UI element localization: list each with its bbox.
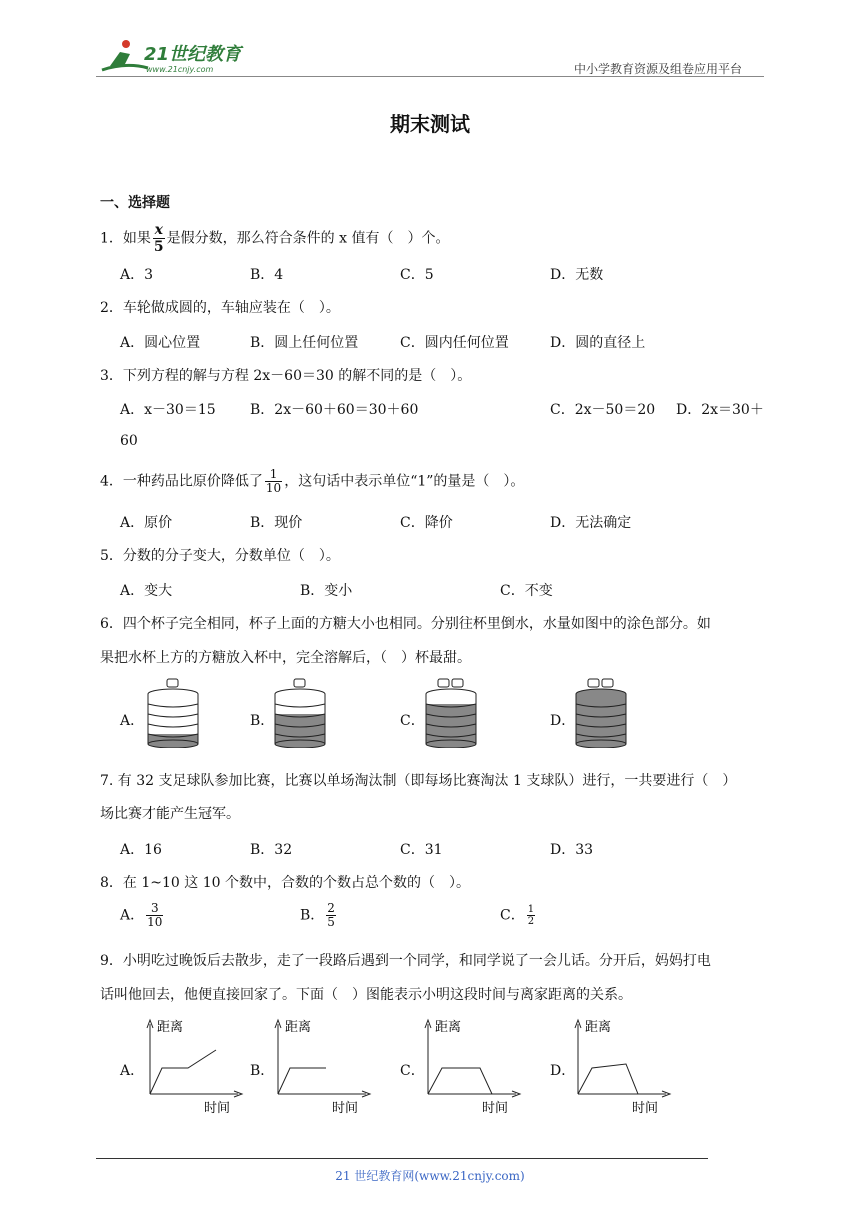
- cup-c-image: [423, 678, 479, 748]
- q1-option-c[interactable]: C．5: [400, 267, 434, 283]
- svg-text:距离: 距离: [435, 1020, 462, 1035]
- question-6-line2: 果把水杯上方的方糖放入杯中，完全溶解后，（ ）杯最甜。: [100, 650, 471, 666]
- question-6-line1: 6．四个杯子完全相同，杯子上面的方糖大小也相同。分别往杯里倒水，水量如图中的涂色部分。如: [100, 616, 711, 632]
- fraction-1-over-10: $\frac{1}{10}$: [265, 467, 282, 495]
- svg-text:时间: 时间: [482, 1101, 509, 1116]
- question-1: 1．如果 $\frac{x}{5}$ 是假分数，那么符合条件的 x 值有（ ）个。: [100, 222, 450, 255]
- svg-text:时间: 时间: [632, 1101, 659, 1116]
- question-9-line1: 9．小明吃过晚饭后去散步，走了一段路后遇到一个同学，和同学说了一会儿话。分开后，妈妈打电: [100, 953, 711, 969]
- q5-option-a[interactable]: A．变大: [120, 583, 173, 599]
- q8-option-a[interactable]: A． $\frac{3}{10}$: [120, 901, 163, 929]
- q4-option-a[interactable]: A．原价: [120, 515, 173, 531]
- graph-d: [568, 1016, 678, 1116]
- question-7-line1: 7. 有 32 支足球队参加比赛，比赛以单场淘汰制（即每场比赛淘汰 1 支球队）进行，一共要进行（ ）: [100, 773, 737, 789]
- q7-option-d[interactable]: D．33: [550, 842, 594, 858]
- q1-option-a[interactable]: A．3: [120, 267, 154, 283]
- question-7-line2: 场比赛才能产生冠军。: [100, 806, 240, 822]
- svg-text:时间: 时间: [204, 1101, 231, 1116]
- q7-option-c[interactable]: C．31: [400, 842, 443, 858]
- question-8: 8．在 1~10 这 10 个数中，合数的个数占总个数的（ ）。: [100, 875, 470, 891]
- q8-option-b[interactable]: B． $\frac{2}{5}$: [300, 901, 335, 929]
- q5-option-b[interactable]: B．变小: [300, 583, 353, 599]
- cup-a-image: [145, 678, 201, 748]
- q1-option-d[interactable]: D．无数: [550, 267, 604, 283]
- q9-option-d[interactable]: D．: [550, 1063, 576, 1079]
- q3-option-d[interactable]: D．2x＝30＋: [676, 402, 764, 418]
- graph-a: [140, 1016, 250, 1116]
- q2-option-b[interactable]: B．圆上任何位置: [250, 335, 359, 351]
- q3-option-d-cont: 60: [120, 433, 138, 449]
- q3-option-a[interactable]: A．x－30＝15: [120, 402, 216, 418]
- svg-text:时间: 时间: [332, 1101, 359, 1116]
- question-5: 5．分数的分子变大，分数单位（ ）。: [100, 548, 340, 564]
- q7-option-a[interactable]: A．16: [120, 842, 162, 858]
- question-4: 4．一种药品比原价降低了 $\frac{1}{10}$ ，这句话中表示单位“1”的量是（ ）。: [100, 467, 525, 495]
- question-3: 3．下列方程的解与方程 2x－60＝30 的解不同的是（ ）。: [100, 368, 472, 384]
- q4-option-c[interactable]: C．降价: [400, 515, 453, 531]
- q6-option-b[interactable]: B．: [250, 713, 275, 729]
- q4-option-b[interactable]: B．现价: [250, 515, 303, 531]
- svg-text:www.21cnjy.com: www.21cnjy.com: [146, 65, 214, 74]
- section-heading: 一、选择题: [100, 195, 170, 211]
- svg-text:21世纪教育: 21世纪教育: [144, 44, 242, 65]
- svg-text:距离: 距离: [285, 1020, 312, 1035]
- site-logo: [96, 36, 266, 76]
- svg-text:距离: 距离: [585, 1020, 612, 1035]
- q9-option-a[interactable]: A．: [120, 1063, 145, 1079]
- q9-option-c[interactable]: C．: [400, 1063, 425, 1079]
- q4-option-d[interactable]: D．无法确定: [550, 515, 632, 531]
- q1-option-b[interactable]: B．4: [250, 267, 284, 283]
- q3-option-c[interactable]: C．2x－50＝20: [550, 402, 656, 418]
- graph-b: [268, 1016, 378, 1116]
- cup-b-image: [272, 678, 328, 748]
- q6-option-c[interactable]: C．: [400, 713, 425, 729]
- question-2: 2．车轮做成圆的，车轴应装在（ ）。: [100, 300, 340, 316]
- q2-option-d[interactable]: D．圆的直径上: [550, 335, 646, 351]
- q6-option-a[interactable]: A．: [120, 713, 145, 729]
- q2-option-c[interactable]: C．圆内任何位置: [400, 335, 509, 351]
- page-title: 期末测试: [390, 112, 470, 136]
- graph-c: [418, 1016, 528, 1116]
- header-divider: [96, 76, 764, 77]
- q2-option-a[interactable]: A．圆心位置: [120, 335, 201, 351]
- q9-option-b[interactable]: B．: [250, 1063, 275, 1079]
- q6-option-d[interactable]: D．: [550, 713, 576, 729]
- svg-text:距离: 距离: [157, 1020, 184, 1035]
- question-9-line2: 话叫他回去，他便直接回家了。下面（ ）图能表示小明这段时间与离家距离的关系。: [100, 987, 632, 1003]
- cup-d-image: [573, 678, 629, 748]
- q5-option-c[interactable]: C．不变: [500, 583, 553, 599]
- footer-link[interactable]: 21 世纪教育网(www.21cnjy.com): [335, 1169, 525, 1183]
- platform-name: 中小学教育资源及组卷应用平台: [574, 62, 743, 76]
- q7-option-b[interactable]: B．32: [250, 842, 293, 858]
- footer-divider: [96, 1158, 708, 1159]
- fraction-x-over-5: $\frac{x}{5}$: [153, 222, 164, 255]
- q8-option-c[interactable]: C． $\frac{1}{2}$: [500, 904, 535, 927]
- q3-option-b[interactable]: B．2x－60＋60＝30＋60: [250, 402, 419, 418]
